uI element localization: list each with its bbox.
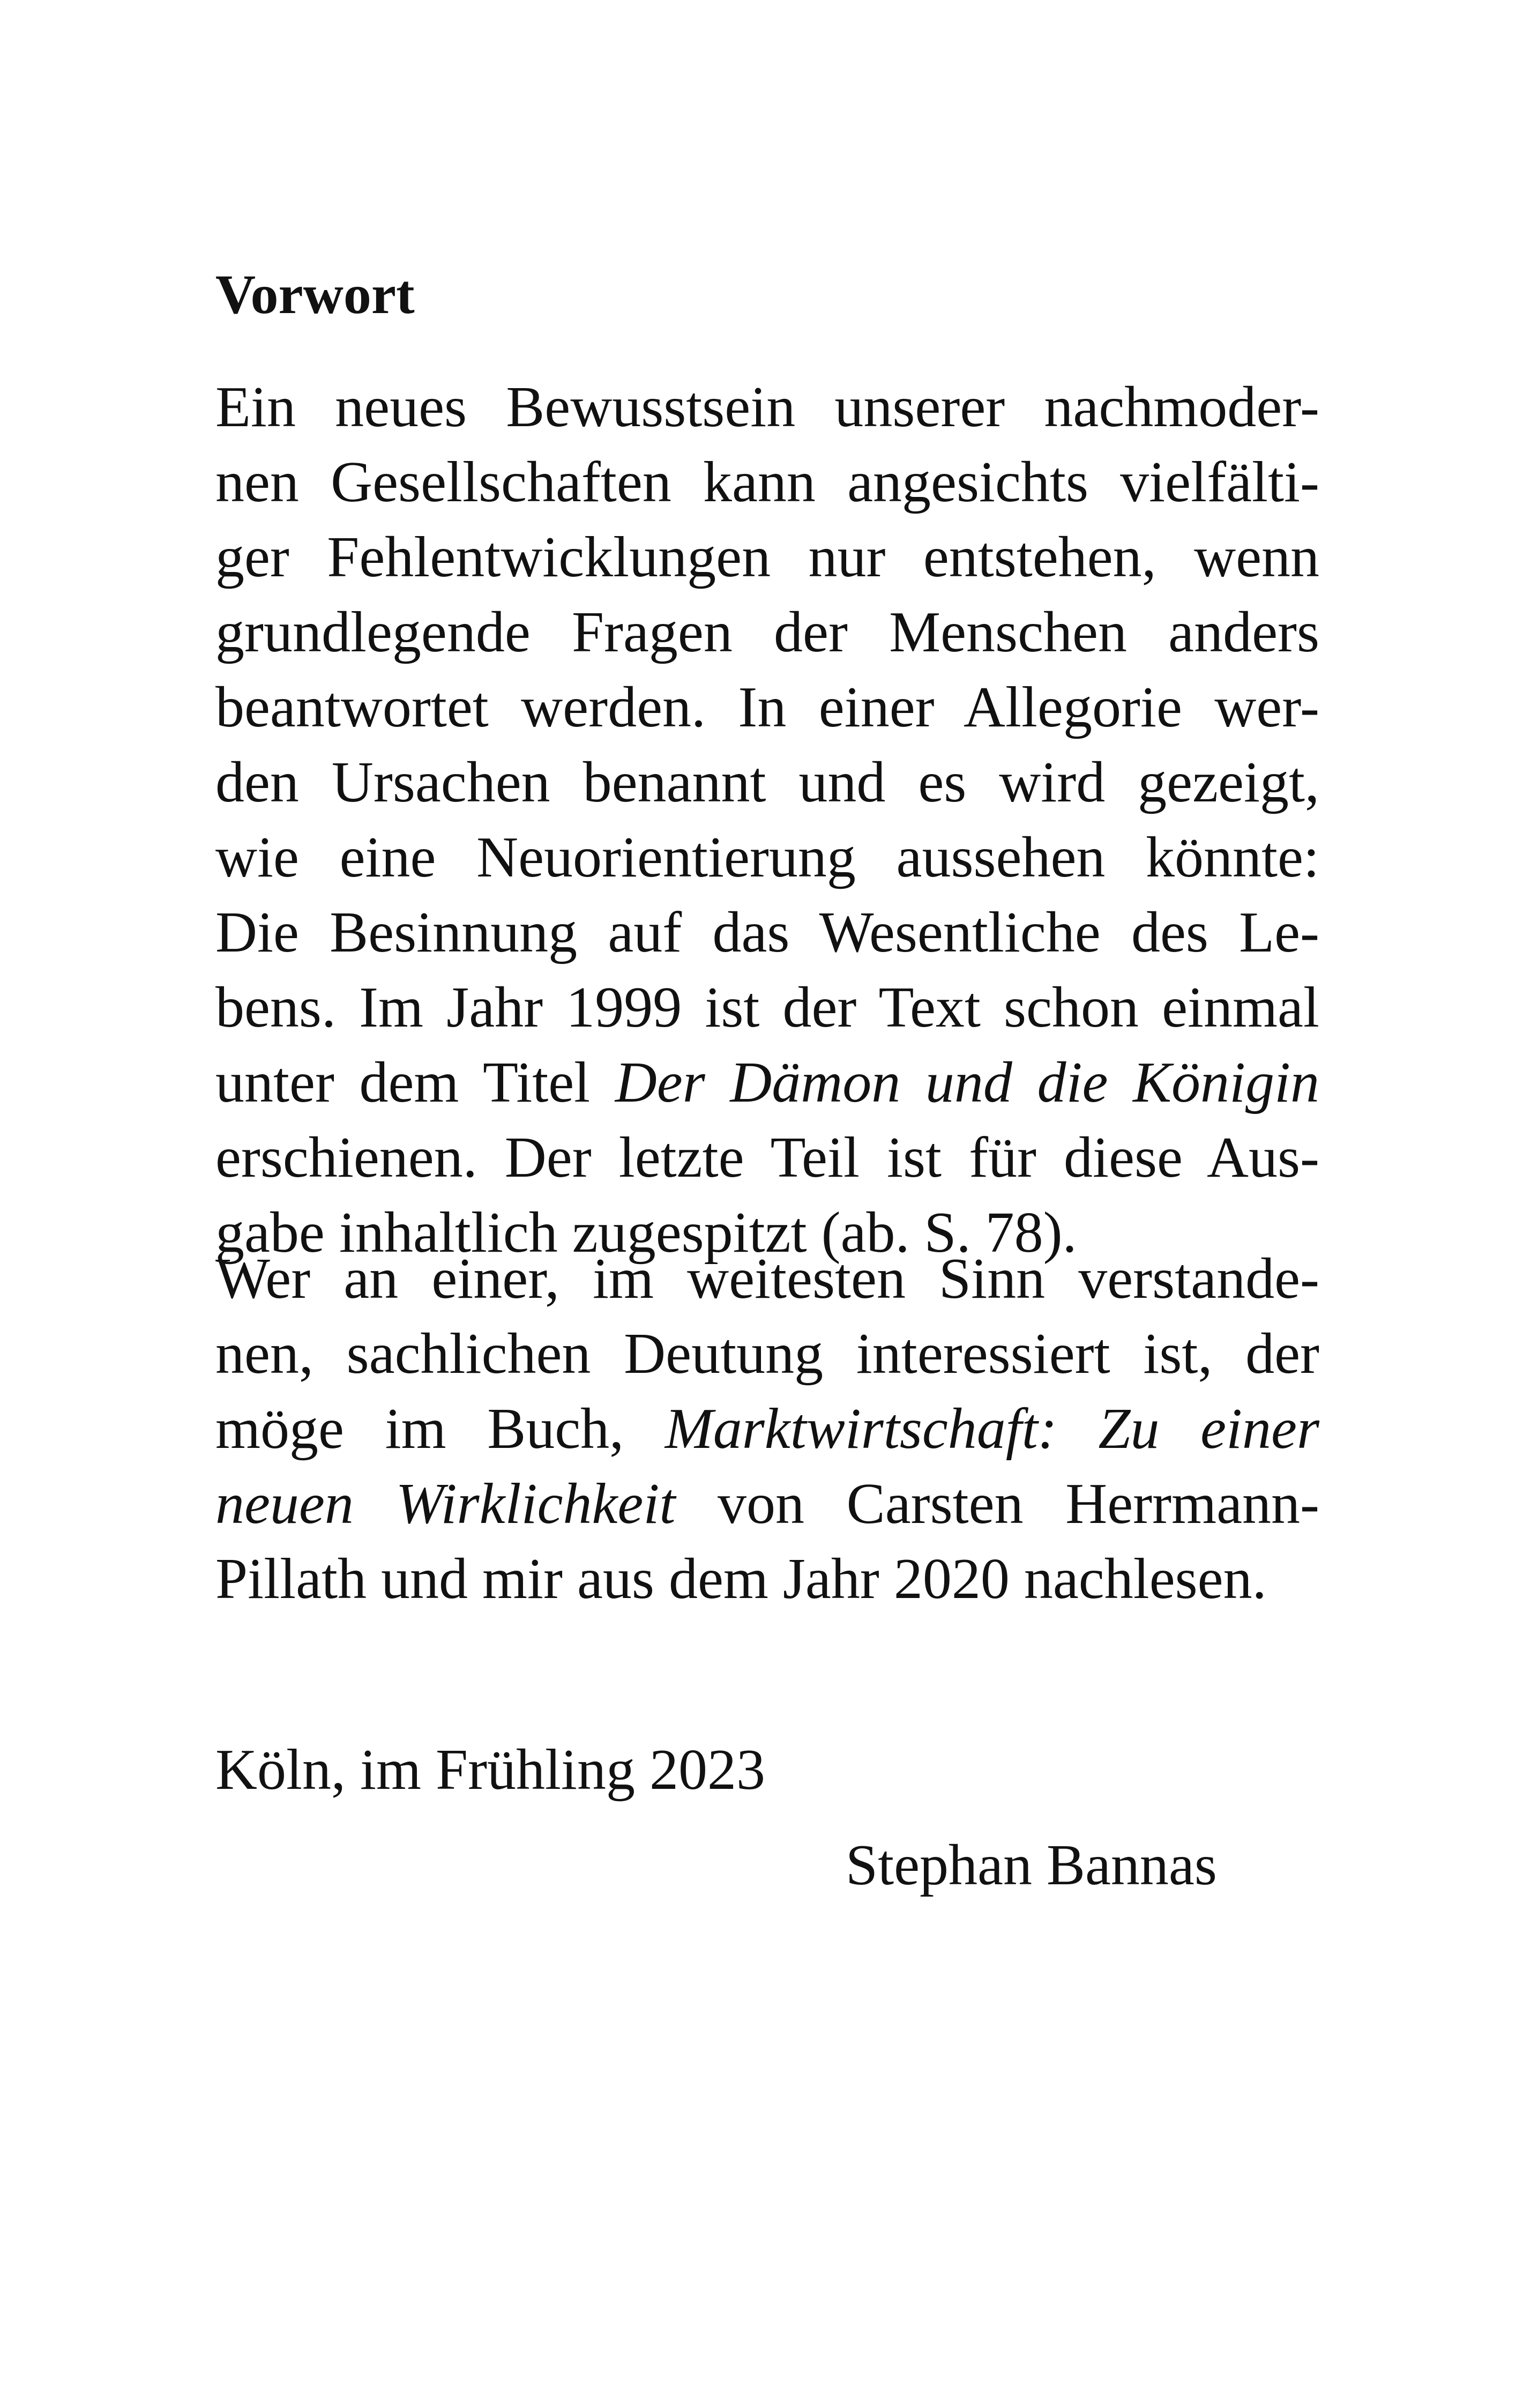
text-fragment: unter dem Titel xyxy=(215,1051,615,1114)
text-line: nen Gesellschaften kann angesichts vielfälti- xyxy=(215,450,1319,514)
book-title-italic: Marktwirtschaft: Zu einer xyxy=(665,1397,1319,1461)
text-line: beantwortet werden. In einer Allegorie wer- xyxy=(215,675,1319,739)
text-line: den Ursachen benannt und es wird gezeigt, xyxy=(215,750,1319,814)
author-signature: Stephan Bannas xyxy=(846,1833,1217,1897)
page-title: Vorwort xyxy=(215,264,415,325)
text-line: Wer an einer, im weitesten Sinn verstande- xyxy=(215,1247,1319,1311)
text-fragment: von Carsten Herrmann- xyxy=(675,1472,1319,1536)
text-line: Die Besinnung auf das Wesentliche des Le- xyxy=(215,901,1319,964)
text-fragment: möge im Buch, xyxy=(215,1397,665,1461)
paragraph-reference xyxy=(215,1242,1319,1617)
text-line-with-title xyxy=(215,1467,1319,1542)
text-line: gabe inhaltlich zugespitzt (ab. S. 78). xyxy=(215,1201,1077,1265)
text-line: erschienen. Der letzte Teil ist für diese Aus- xyxy=(215,1126,1319,1190)
text-line: bens. Im Jahr 1999 ist der Text schon einmal xyxy=(215,976,1319,1039)
book-title-italic: neuen Wirklichkeit xyxy=(215,1472,676,1536)
place-date: Köln, im Frühling 2023 xyxy=(215,1738,766,1802)
text-line: Pillath und mir aus dem Jahr 2020 nachlesen. xyxy=(215,1547,1267,1611)
text-line-with-title xyxy=(215,1392,1319,1467)
text-line: ger Fehlentwicklungen nur entstehen, wenn xyxy=(215,525,1319,589)
paragraph-intro xyxy=(215,370,1319,1270)
text-line: Ein neues Bewusstsein unserer nachmoder- xyxy=(215,375,1319,439)
text-line-with-title xyxy=(215,1045,1319,1120)
text-line: nen, sachlichen Deutung interessiert ist, der xyxy=(215,1322,1319,1386)
text-line: wie eine Neuorientierung aussehen könnte: xyxy=(215,826,1319,889)
book-title-italic: Der Dämon und die Königin xyxy=(615,1051,1320,1114)
text-line: grundlegende Fragen der Menschen anders xyxy=(215,600,1319,664)
